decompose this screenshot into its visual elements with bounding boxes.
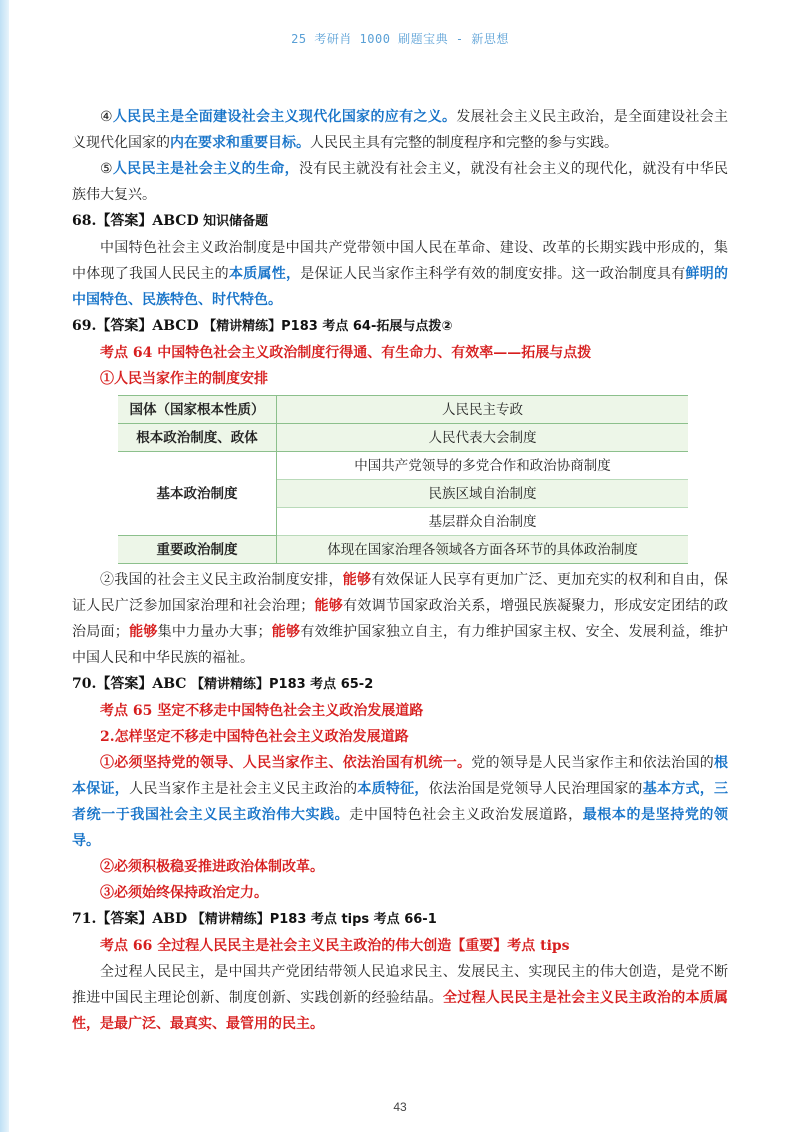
answer-68-explanation [72,235,728,313]
table-row [118,424,688,452]
body-text: 有效调节国家政治关系，增强民族凝聚力，形成安定团结的政治局面； [72,598,729,640]
table-cell: 人民民主专政 [277,396,689,424]
system-arrangement-table [118,395,688,564]
body-text: 发展社会主义民主政治，是全面建设社会主义现代化国家的 [72,109,728,151]
table-cell: 体现在国家治理各领域各方面各环节的具体政治制度 [277,536,689,564]
paragraph-people-democracy-4 [72,104,728,156]
answer-69-heading [72,313,728,340]
body-text: 人民当家作主是社会主义民主政治的 [129,781,358,797]
ordinal: ④ [100,109,113,125]
body-text: 中国特色社会主义政治制度是中国共产党带领中国人民在革命、建设、改革的长期实践中形成的，集中体现了我国人民民主的 [72,240,728,282]
body-text: 集中力量办大事； [157,624,272,640]
highlight-text: 人民民主是社会主义的生命， [112,161,299,177]
table-header-cell: 重要政治制度 [118,536,277,564]
page-header: 25 考研肖 1000 刷题宝典 - 新思想 [291,32,509,46]
keypoint-65-item-2: ②必须积极稳妥推进政治体制改革。 [100,859,324,875]
answer-71-heading [72,906,728,933]
paragraph-people-democracy-5 [72,156,728,208]
answer-70-heading [72,671,728,698]
answer-label: 70.【答案】ABC [72,676,187,692]
page-content [72,104,728,1037]
emphasis-text: 能够 [271,624,301,640]
answer-label: 69.【答案】ABCD [72,318,199,334]
emphasis-text: 全过程人民民主是社会主义民主政治的本质属性，是最广泛、最真实、最管用的民主。 [72,990,729,1032]
keypoint-64-subtitle: ①人民当家作主的制度安排 [100,371,268,387]
keypoint-66-title: 考点 66 全过程人民民主是社会主义民主政治的伟大创造【重要】考点 tips [100,938,570,954]
table-header-cell: 国体（国家根本性质） [118,396,277,424]
highlight-text: 本质属性， [228,266,301,282]
table-cell: 人民代表大会制度 [277,424,689,452]
answer-tag: 【精讲精练】P183 考点 64-拓展与点拨② [198,319,453,334]
table-row [118,452,688,480]
highlight-text: 最根本的是坚持党的领导。 [72,807,729,849]
highlight-text: 鲜明的中国特色、民族特色、时代特色。 [72,266,729,308]
table-cell: 基层群众自治制度 [277,508,689,536]
answer-tag: 知识储备题 [198,214,269,229]
body-text: 没有民主就没有社会主义，就没有社会主义的现代化，就没有中华民族伟大复兴。 [72,161,728,203]
body-text: 全过程人民民主，是中国共产党团结带领人民追求民主、发展民主、实现民主的伟大创造，是党不断推进中国民主理论创新、制度创新、实践创新的经验结晶。 [72,964,728,1006]
highlight-text: 基本方式，三者统一于我国社会主义民主政治伟大实践。 [72,781,729,823]
highlight-text: 人民民主是全面建设社会主义现代化国家的应有之义。 [112,109,457,125]
keypoint-64-title: 考点 64 中国特色社会主义政治制度行得通、有生命力、有效率——拓展与点拨 [100,345,592,361]
table-row [118,536,688,564]
body-text: 走中国特色社会主义政治发展道路， [349,807,583,823]
body-text: ②我国的社会主义民主政治制度安排， [100,572,343,588]
answer-69-explanation [72,567,728,671]
table-row [118,396,688,424]
body-text: 有效保证人民享有更加广泛、更加充实的权利和自由，保证人民广泛参加国家治理和社会治理； [72,572,729,614]
answer-71-explanation [72,959,728,1037]
answer-68-heading [72,208,728,235]
answer-tag: 【精讲精练】P183 考点 65-2 [186,677,374,692]
table-header-cell: 根本政治制度、政体 [118,424,277,452]
body-text: 人民民主具有完整的制度程序和完整的参与实践。 [310,135,618,151]
body-text: 依法治国是党领导人民治理国家的 [428,781,643,797]
page-number: 43 [393,1100,407,1114]
emphasis-text: 能够 [314,598,344,614]
body-text: 是保证人民当家作主科学有效的制度安排。这一政治制度具有 [300,266,686,282]
ordinal: ⑤ [100,161,113,177]
keypoint-65-item-3: ③必须始终保持政治定力。 [100,885,268,901]
table-cell: 民族区域自治制度 [277,480,689,508]
left-margin-bar [0,0,9,1132]
table-header-cell: 基本政治制度 [118,452,277,536]
answer-tag: 【精讲精练】P183 考点 tips 考点 66-1 [187,912,437,927]
answer-label: 71.【答案】ABD [72,911,188,927]
answer-label: 68.【答案】ABCD [72,213,199,229]
keypoint-65-subtitle: 2.怎样坚定不移走中国特色社会主义政治发展道路 [100,729,409,745]
body-text: 党的领导是人民当家作主和依法治国的 [471,755,715,771]
keypoint-65-title: 考点 65 坚定不移走中国特色社会主义政治发展道路 [100,703,424,719]
highlight-text: 本质特征， [357,781,429,797]
emphasis-text: 能够 [128,624,158,640]
emphasis-text: 能够 [342,572,372,588]
body-text: 有效维护国家独立自主，有力维护国家主权、安全、发展利益，维护中国人民和中华民族的福祉。 [72,624,729,666]
emphasis-text: ①必须坚持党的领导、人民当家作主、依法治国有机统一。 [100,755,472,771]
answer-70-explanation [72,750,728,854]
highlight-text: 内在要求和重要目标。 [170,135,310,151]
highlight-text: 根本保证， [72,755,729,797]
table-cell: 中国共产党领导的多党合作和政治协商制度 [277,452,689,480]
